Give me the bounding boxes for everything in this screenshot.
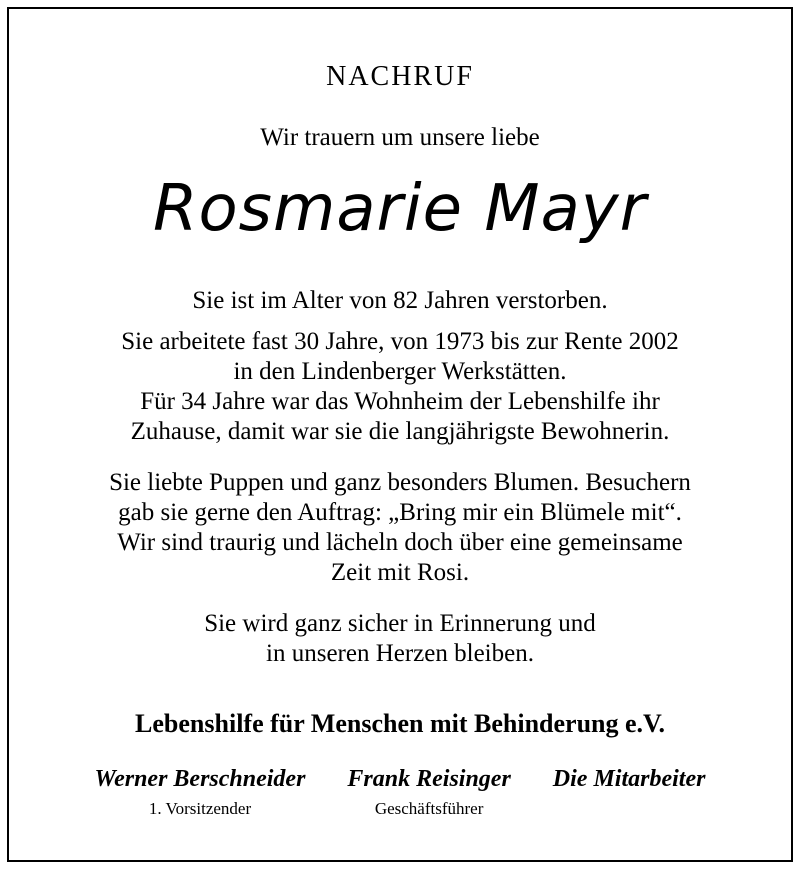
signer-role: 1. Vorsitzender	[148, 799, 252, 818]
signer-staff	[553, 766, 706, 819]
signatures	[9, 766, 791, 819]
obituary-frame	[7, 7, 793, 862]
paragraph-work	[9, 327, 791, 447]
signer-manager	[347, 766, 510, 819]
paragraph-line: Für 34 Jahre war das Wohnheim der Lebenshilfe ihr	[140, 388, 660, 415]
signer-name: Frank Reisinger	[347, 766, 511, 792]
signer-name: Werner Berschneider	[94, 766, 306, 792]
organization-name: Lebenshilfe für Menschen mit Behinderung e.V.	[135, 709, 665, 738]
paragraph-line: Zuhause, damit war sie die langjährigste Bewohnerin.	[130, 418, 670, 445]
paragraph-line: Sie arbeitete fast 30 Jahre, von 1973 bis zur Rente 2002	[121, 328, 679, 355]
paragraph-age	[9, 286, 791, 316]
paragraph-line: Sie ist im Alter von 82 Jahren verstorben.	[192, 287, 608, 314]
deceased-name: Rosmarie Mayr	[153, 172, 647, 246]
signer-role: Geschäftsführer	[374, 799, 484, 818]
paragraph-line: Zeit mit Rosi.	[330, 559, 470, 586]
intro-line: Wir trauern um unsere liebe	[260, 124, 540, 151]
obituary-heading: NACHRUF	[326, 61, 474, 92]
paragraph-line: in den Lindenberger Werkstätten.	[233, 358, 567, 385]
paragraph-line: Sie liebte Puppen und ganz besonders Blumen. Besuchern	[109, 469, 691, 496]
signer-chairman	[95, 766, 306, 819]
paragraph-interests	[9, 468, 791, 588]
paragraph-line: Sie wird ganz sicher in Erinnerung und	[204, 610, 596, 637]
paragraph-line: Wir sind traurig und lächeln doch über eine gemeinsame	[117, 529, 683, 556]
signer-name: Die Mitarbeiter	[552, 766, 706, 792]
paragraph-line: in unseren Herzen bleiben.	[266, 640, 534, 667]
paragraph-remembrance	[9, 609, 791, 669]
paragraph-line: gab sie gerne den Auftrag: „Bring mir ein Blümele mit“.	[118, 499, 682, 526]
